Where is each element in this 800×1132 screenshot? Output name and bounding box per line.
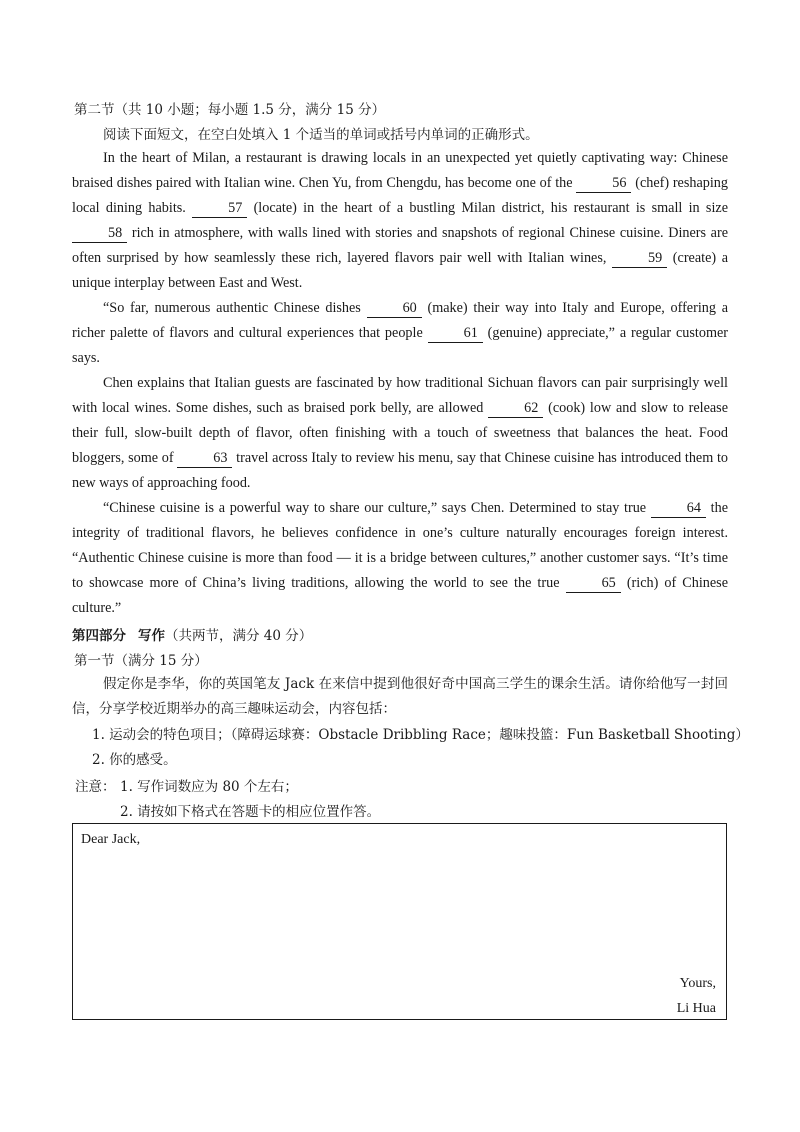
blank-60[interactable]: 60 xyxy=(367,300,422,318)
letter-closing: Yours, xyxy=(679,976,716,991)
passage-text: (cook) low and slow to release their full, slow-built depth of flavor, often finishing with a touch of sweetness that balances the heat. Food bloggers, some of xyxy=(72,400,729,466)
blank-63[interactable]: 63 xyxy=(177,450,232,468)
blank-65[interactable]: 65 xyxy=(566,575,621,593)
blank-57[interactable]: 57 xyxy=(192,200,247,218)
section-1-title: 第一节（满分 15 分） xyxy=(74,653,208,669)
cloze-passage xyxy=(72,146,728,621)
passage-text: (locate) in the heart of a bustling Milan district, his restaurant is small in size xyxy=(247,200,728,216)
letter-closing-block xyxy=(677,971,716,1021)
part-4-heading xyxy=(72,624,312,644)
passage-text: In the heart of Milan, a restaurant is drawing locals in an unexpected yet quietly captivating way: Chinese braised dishes paired with Italian wine. Chen Yu, from Chengdu, has become one of the xyxy=(72,150,728,191)
requirement-1: 1. 运动会的特色项目；（障碍运球赛：Obstacle Dribbling Race；趣味投篮：Fun Basketball Shooting） xyxy=(92,727,749,743)
blank-56[interactable]: 56 xyxy=(576,175,631,193)
section-2-title: 第二节（共 10 小题；每小题 1.5 分，满分 15 分） xyxy=(74,102,386,118)
passage-text: (rich) of Chinese culture.” xyxy=(72,575,728,616)
passage-text: “So far, numerous authentic Chinese dishes xyxy=(103,300,367,316)
passage-text: (chef) reshaping local dining habits. xyxy=(72,175,728,216)
passage-text: rich in atmosphere, with walls lined with stories and snapshots of regional Chinese cuisine. Diners are often surprised by how seamlessly these rich, layered flavors pair well with Italian wines, xyxy=(72,225,728,266)
passage-paragraph-2 xyxy=(72,296,728,371)
section-2-instruction: 阅读下面短文，在空白处填入 1 个适当的单词或括号内单词的正确形式。 xyxy=(103,127,539,143)
blank-61[interactable]: 61 xyxy=(428,325,483,343)
note-label: 注意： xyxy=(75,779,116,795)
note-1: 1. 写作词数应为 80 个左右； xyxy=(120,779,298,795)
letter-greeting: Dear Jack, xyxy=(81,832,141,847)
passage-text: (create) a unique interplay between East and West. xyxy=(72,250,728,291)
blank-58[interactable]: 58 xyxy=(72,225,127,243)
passage-paragraph-3 xyxy=(72,371,728,496)
passage-text: Chen explains that Italian guests are fascinated by how traditional Sichuan flavors can pair surprisingly well with local wines. Some dishes, such as braised pork belly, are allowed xyxy=(72,375,728,416)
writing-prompt: 假定你是李华，你的英国笔友 Jack 在来信中提到他很好奇中国高三学生的课余生活。请你给他写一封回信，分享学校近期举办的高三趣味运动会，内容包括： xyxy=(72,676,728,717)
passage-text: the integrity of traditional flavors, he believes confidence in one’s culture naturally encourages foreign interest. “Authentic Chinese cuisine is more than food — it is a bridge between cultures,” another customer says. “It’s time to showcase more of China’s living traditions, allowing the world to see the true xyxy=(72,500,728,591)
passage-text: (genuine) appreciate,” a regular customer says. xyxy=(72,325,728,366)
passage-text: “Chinese cuisine is a powerful way to share our culture,” says Chen. Determined to stay true xyxy=(103,500,651,516)
passage-paragraph-4 xyxy=(72,496,728,621)
blank-59[interactable]: 59 xyxy=(612,250,667,268)
letter-signature: Li Hua xyxy=(676,1001,716,1016)
passage-text: (make) their way into Italy and Europe, offering a richer palette of flavors and cultural experiences that people xyxy=(72,300,728,341)
blank-62[interactable]: 62 xyxy=(488,400,543,418)
note-2: 2. 请按如下格式在答题卡的相应位置作答。 xyxy=(120,804,381,820)
passage-paragraph-1 xyxy=(72,146,728,296)
requirement-2: 2. 你的感受。 xyxy=(92,752,177,768)
part-4-title: 第四部分 xyxy=(72,628,126,644)
answer-box[interactable] xyxy=(72,823,727,1020)
passage-text: travel across Italy to review his menu, say that Chinese cuisine has introduced them to new ways of approaching food. xyxy=(72,450,728,491)
part-4-subtitle: 写作 xyxy=(138,628,165,644)
blank-64[interactable]: 64 xyxy=(651,500,706,518)
part-4-note: （共两节，满分 40 分） xyxy=(165,628,313,644)
